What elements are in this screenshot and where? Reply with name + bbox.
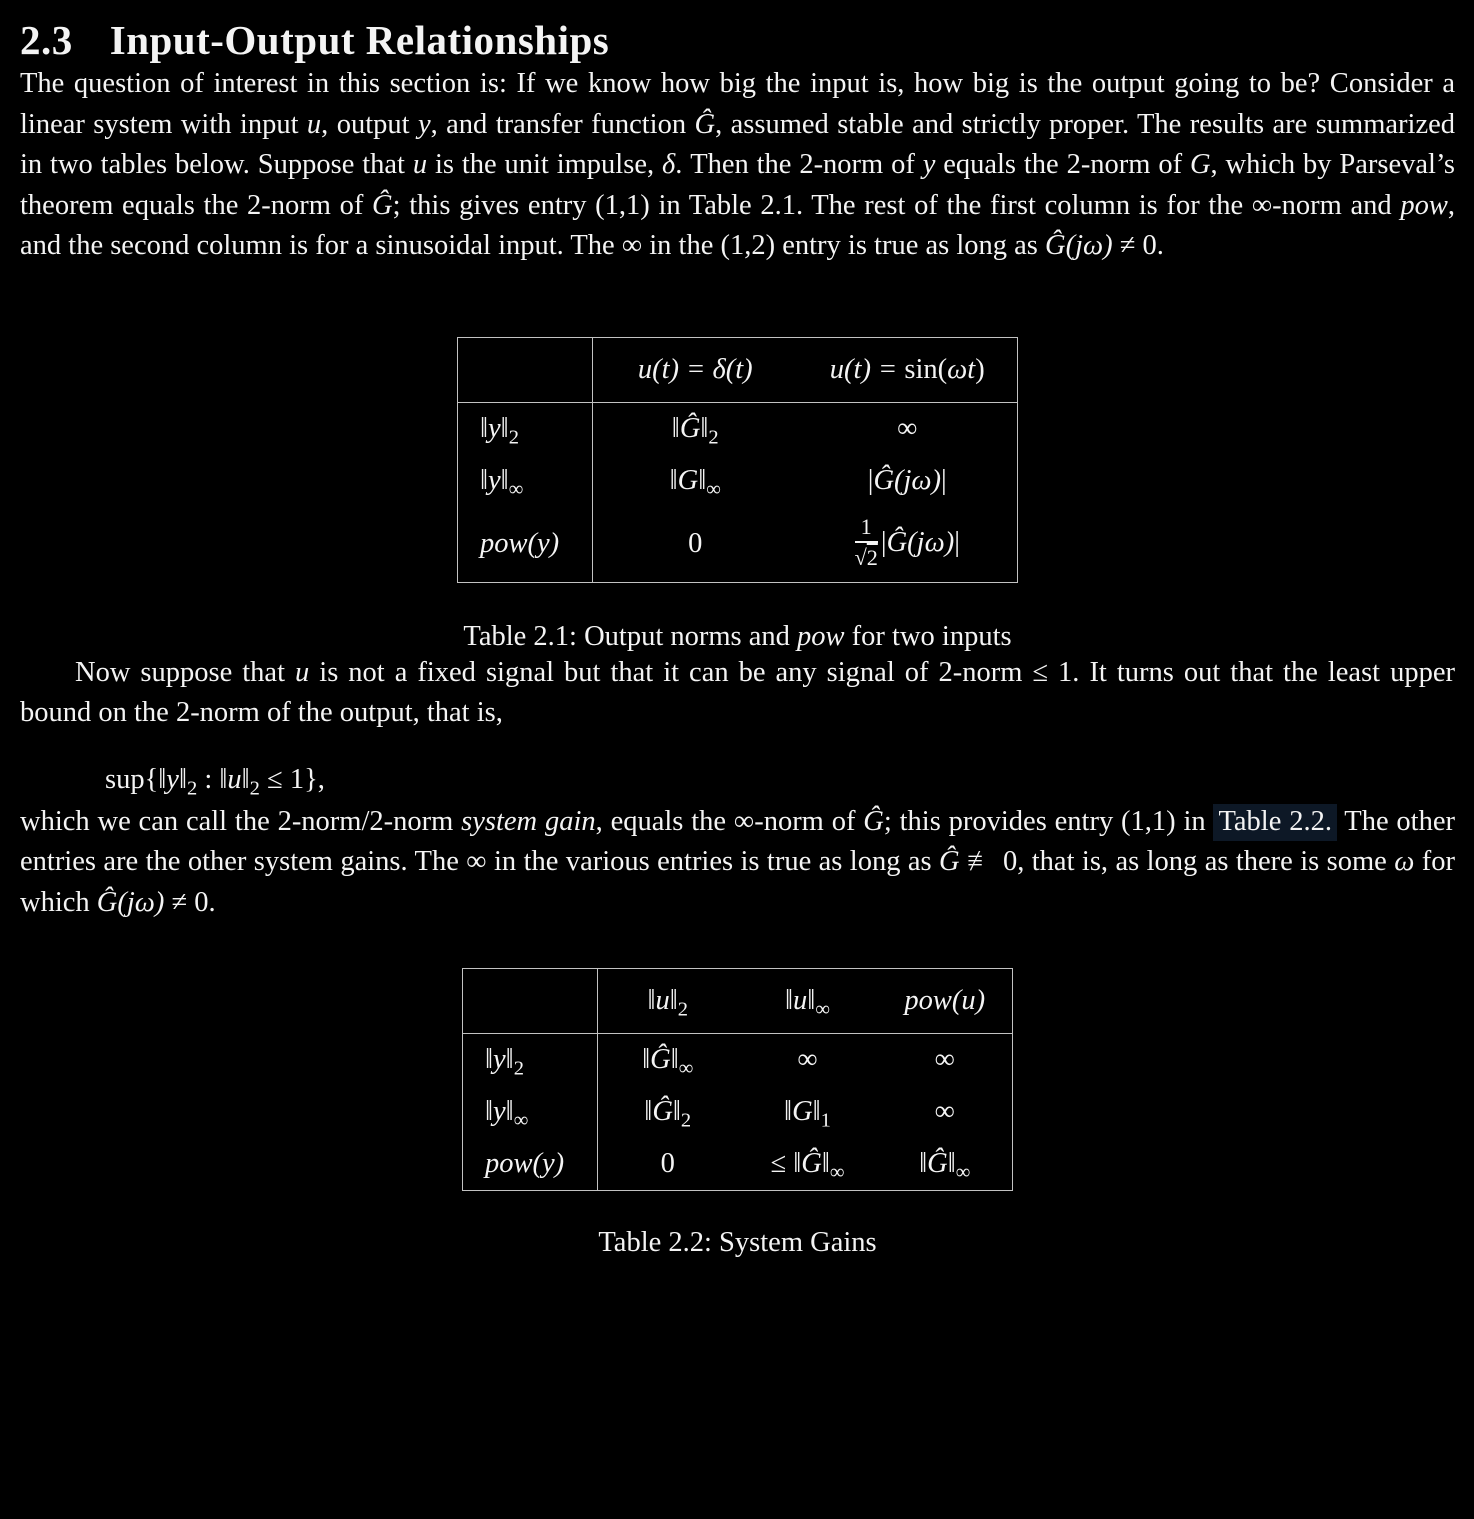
table-cell: ∞	[897, 412, 918, 444]
section-title: Input-Output Relationships	[109, 17, 610, 63]
equation-sup: $sup\{‖y‖_2$ : $‖u‖_2 \le 1$},	[105, 763, 325, 800]
col-header: pow(u)	[878, 968, 1013, 1033]
table-header-row	[458, 337, 1018, 402]
table-2-2-wrap	[20, 968, 1455, 1191]
table-cell: $‖G‖_1$	[784, 1095, 831, 1132]
table-row	[458, 455, 1018, 507]
table-cell: 0	[660, 1147, 675, 1179]
section-number: 2.3	[20, 17, 73, 63]
table-2-1-caption: Table 2.1: Output norms and pow for two inputs	[463, 620, 1012, 652]
table-row	[463, 1138, 1013, 1191]
fraction: $\frac{1}{√2}$	[854, 513, 878, 571]
table-cell: $‖G‖_\infty$	[669, 464, 721, 501]
table-cell: ∞	[934, 1043, 955, 1075]
table-2-1	[457, 337, 1018, 583]
table-cell: $‖Ĝ‖_\infty$	[919, 1147, 971, 1184]
table-row	[463, 1086, 1013, 1138]
col-header: u(t) = δ(t)	[593, 337, 798, 402]
table-cell: 0	[688, 528, 703, 560]
table-cell: ∞	[934, 1095, 955, 1127]
row-label: pow(y)	[458, 507, 593, 582]
table-cell: $\frac{1}{√2}$ |Ĝ(jω)|	[854, 513, 960, 571]
corner-cell	[458, 337, 593, 402]
row-label: $‖y‖_\infty$	[463, 1086, 598, 1138]
table-row	[458, 507, 1018, 582]
row-label: $‖y‖_2$	[463, 1033, 598, 1086]
corner-cell	[463, 968, 598, 1033]
paragraph-suppose: Now suppose that u is not a fixed signal but that it can be any signal of 2-norm ≤ 1. It turns out that the least upper bound on the 2-norm of the output, that is,	[20, 656, 1455, 729]
table-cell: $‖Ĝ‖_2$	[644, 1095, 692, 1132]
paragraph-system-gain: which we can call the 2-norm/2-norm system gain, equals the ∞-norm of Ĝ; this provides entry (1,1) in Table 2.2. The other entries are the other system gains. The ∞ in the various entries is true as long as Ĝ ≢ 0, that is, as long as there is some ω for which Ĝ(jω) ≠ 0.	[20, 805, 1455, 919]
col-header: u(t) = sin(ωt)	[798, 337, 1018, 402]
table-row	[463, 1033, 1013, 1086]
table-cell: ≤ $‖Ĝ‖_\infty$	[770, 1147, 845, 1184]
col-header: $‖u‖_2$	[598, 968, 738, 1033]
table-2-2	[462, 968, 1013, 1191]
table-row	[458, 402, 1018, 455]
row-label: $‖y‖_2$	[458, 402, 593, 455]
table-2-2-caption: Table 2.2: System Gains	[598, 1226, 877, 1258]
section-heading	[20, 12, 1455, 64]
table-cell: $‖Ĝ‖_\infty$	[642, 1043, 694, 1080]
table-cell: $‖Ĝ‖_2$	[671, 412, 719, 449]
table-cell: ∞	[797, 1043, 818, 1075]
col-header: $‖u‖_\infty$	[738, 968, 878, 1033]
row-label: $‖y‖_\infty$	[458, 455, 593, 507]
table-2-1-wrap	[20, 337, 1455, 583]
paragraph-intro: The question of interest in this section is: If we know how big the input is, how big is the output going to be? Consider a linear system with input u, output y, and transfer function Ĝ, assumed stable and strictly proper. The results are summarized in two tables below. Suppose that u is the unit impulse, δ. Then the 2-norm of y equals the 2-norm of G, which by Parseval’s theorem equals the 2-norm of Ĝ; this gives entry (1,1) in Table 2.1. The rest of the first column is for the ∞-norm and pow, and the second column is for a sinusoidal input. The ∞ in the (1,2) entry is true as long as Ĝ(jω) ≠ 0.	[20, 68, 1455, 262]
table-cell: |Ĝ(jω)|	[867, 464, 947, 496]
table-2-2-link[interactable]: Table 2.2.	[1213, 804, 1336, 841]
table-header-row	[463, 968, 1013, 1033]
row-label: pow(y)	[463, 1138, 598, 1191]
